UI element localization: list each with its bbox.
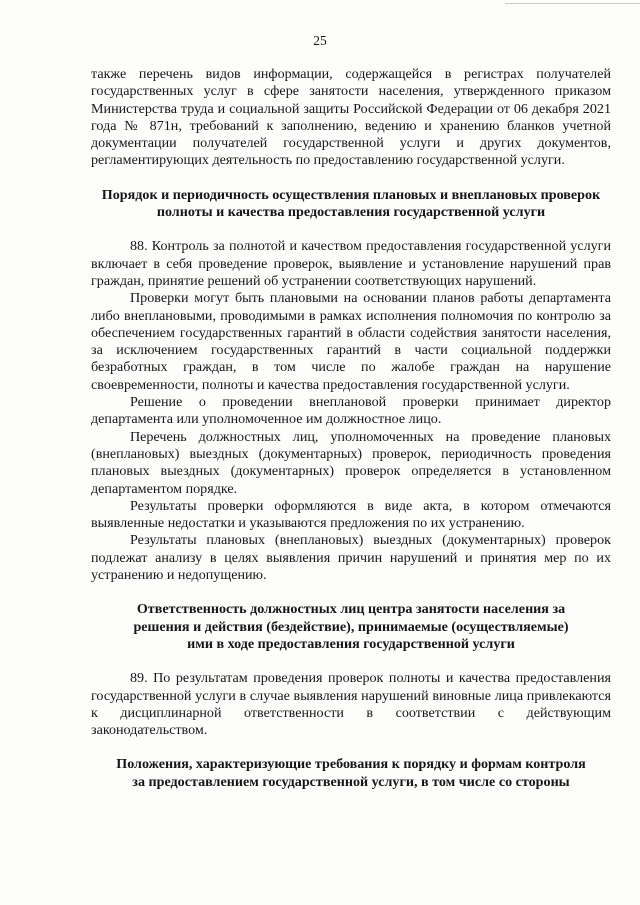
page-number: 25 xyxy=(313,33,327,48)
scan-edge-line xyxy=(505,3,640,4)
paragraph-88: 88. Контроль за полнотой и качеством предоставления государственной услуги включает в себя проведение проверок, выявление и установление нарушений прав граждан, принятие решений об устранении соответствующих нарушений. xyxy=(91,238,611,289)
paragraph-inspection-results: Результаты проверки оформляются в виде акта, в котором отмечаются выявленные недостатки и указываются предложения по их устранению. xyxy=(91,497,611,532)
paragraph-89: 89. По результатам проведения проверок полноты и качества предоставления государственной услуги в случае выявления нарушений виновные лица привлекаются к дисциплинарной ответственности в соответствии с действующим законодательством. xyxy=(91,670,611,739)
section-heading-responsibility xyxy=(91,601,611,653)
section-heading-control-requirements xyxy=(91,756,611,791)
heading-line: Ответственность должностных лиц центра занятости населения за xyxy=(136,601,566,618)
heading-line: Положения, характеризующие требования к порядку и формам контроля xyxy=(116,756,586,773)
document-body xyxy=(91,66,611,791)
section-heading-inspections: Порядок и периодичность осуществления плановых и внеплановых проверок полноты и качества предоставления государственной услуги xyxy=(101,186,601,221)
paragraph-officials-list: Перечень должностных лиц, уполномоченных на проведение плановых (внеплановых) выездных (документарных) проверок, периодичность проведения плановых выездных (документарных) проверок определяется в установленном департаментом порядке. xyxy=(91,428,611,497)
heading-line: ими в ходе предоставления государственной услуги xyxy=(187,635,515,652)
paragraph-inspection-types: Проверки могут быть плановыми на основании планов работы департамента либо внеплановыми, проводимыми в рамках исполнения полномочия по контролю за обеспечением государственных гарантий в области содействия занятости населения, за исключением государственных гарантий в части социальной поддержки безработных граждан, в том числе по жалобе граждан на нарушение своевременности, полноты и качества предоставления государственной услуги. xyxy=(91,290,611,393)
paragraph-results-analysis: Результаты плановых (внеплановых) выездных (документарных) проверок подлежат анализу в целях выявления причин нарушений и принятия мер по их устранению и недопущению. xyxy=(91,532,611,584)
heading-line: за предоставлением государственной услуги, в том числе со стороны xyxy=(132,773,570,790)
heading-line: решения и действия (бездействие), принимаемые (осуществляемые) xyxy=(133,618,569,635)
paragraph-unscheduled-decision: Решение о проведении внеплановой проверки принимает директор департамента или уполномоченное им должностное лицо. xyxy=(91,394,611,428)
intro-paragraph: также перечень видов информации, содержащейся в регистрах получателей государственных услуг в сфере занятости населения, утвержденного приказом Министерства труда и социальной защиты Российской Федерации от 06 декабря 2021 года № 871н, требований к заполнению, ведению и хранению бланков учетной документации получателей государственной услуги и других документов, регламентирующих деятельность по предоставлению государственной услуги. xyxy=(91,66,611,169)
